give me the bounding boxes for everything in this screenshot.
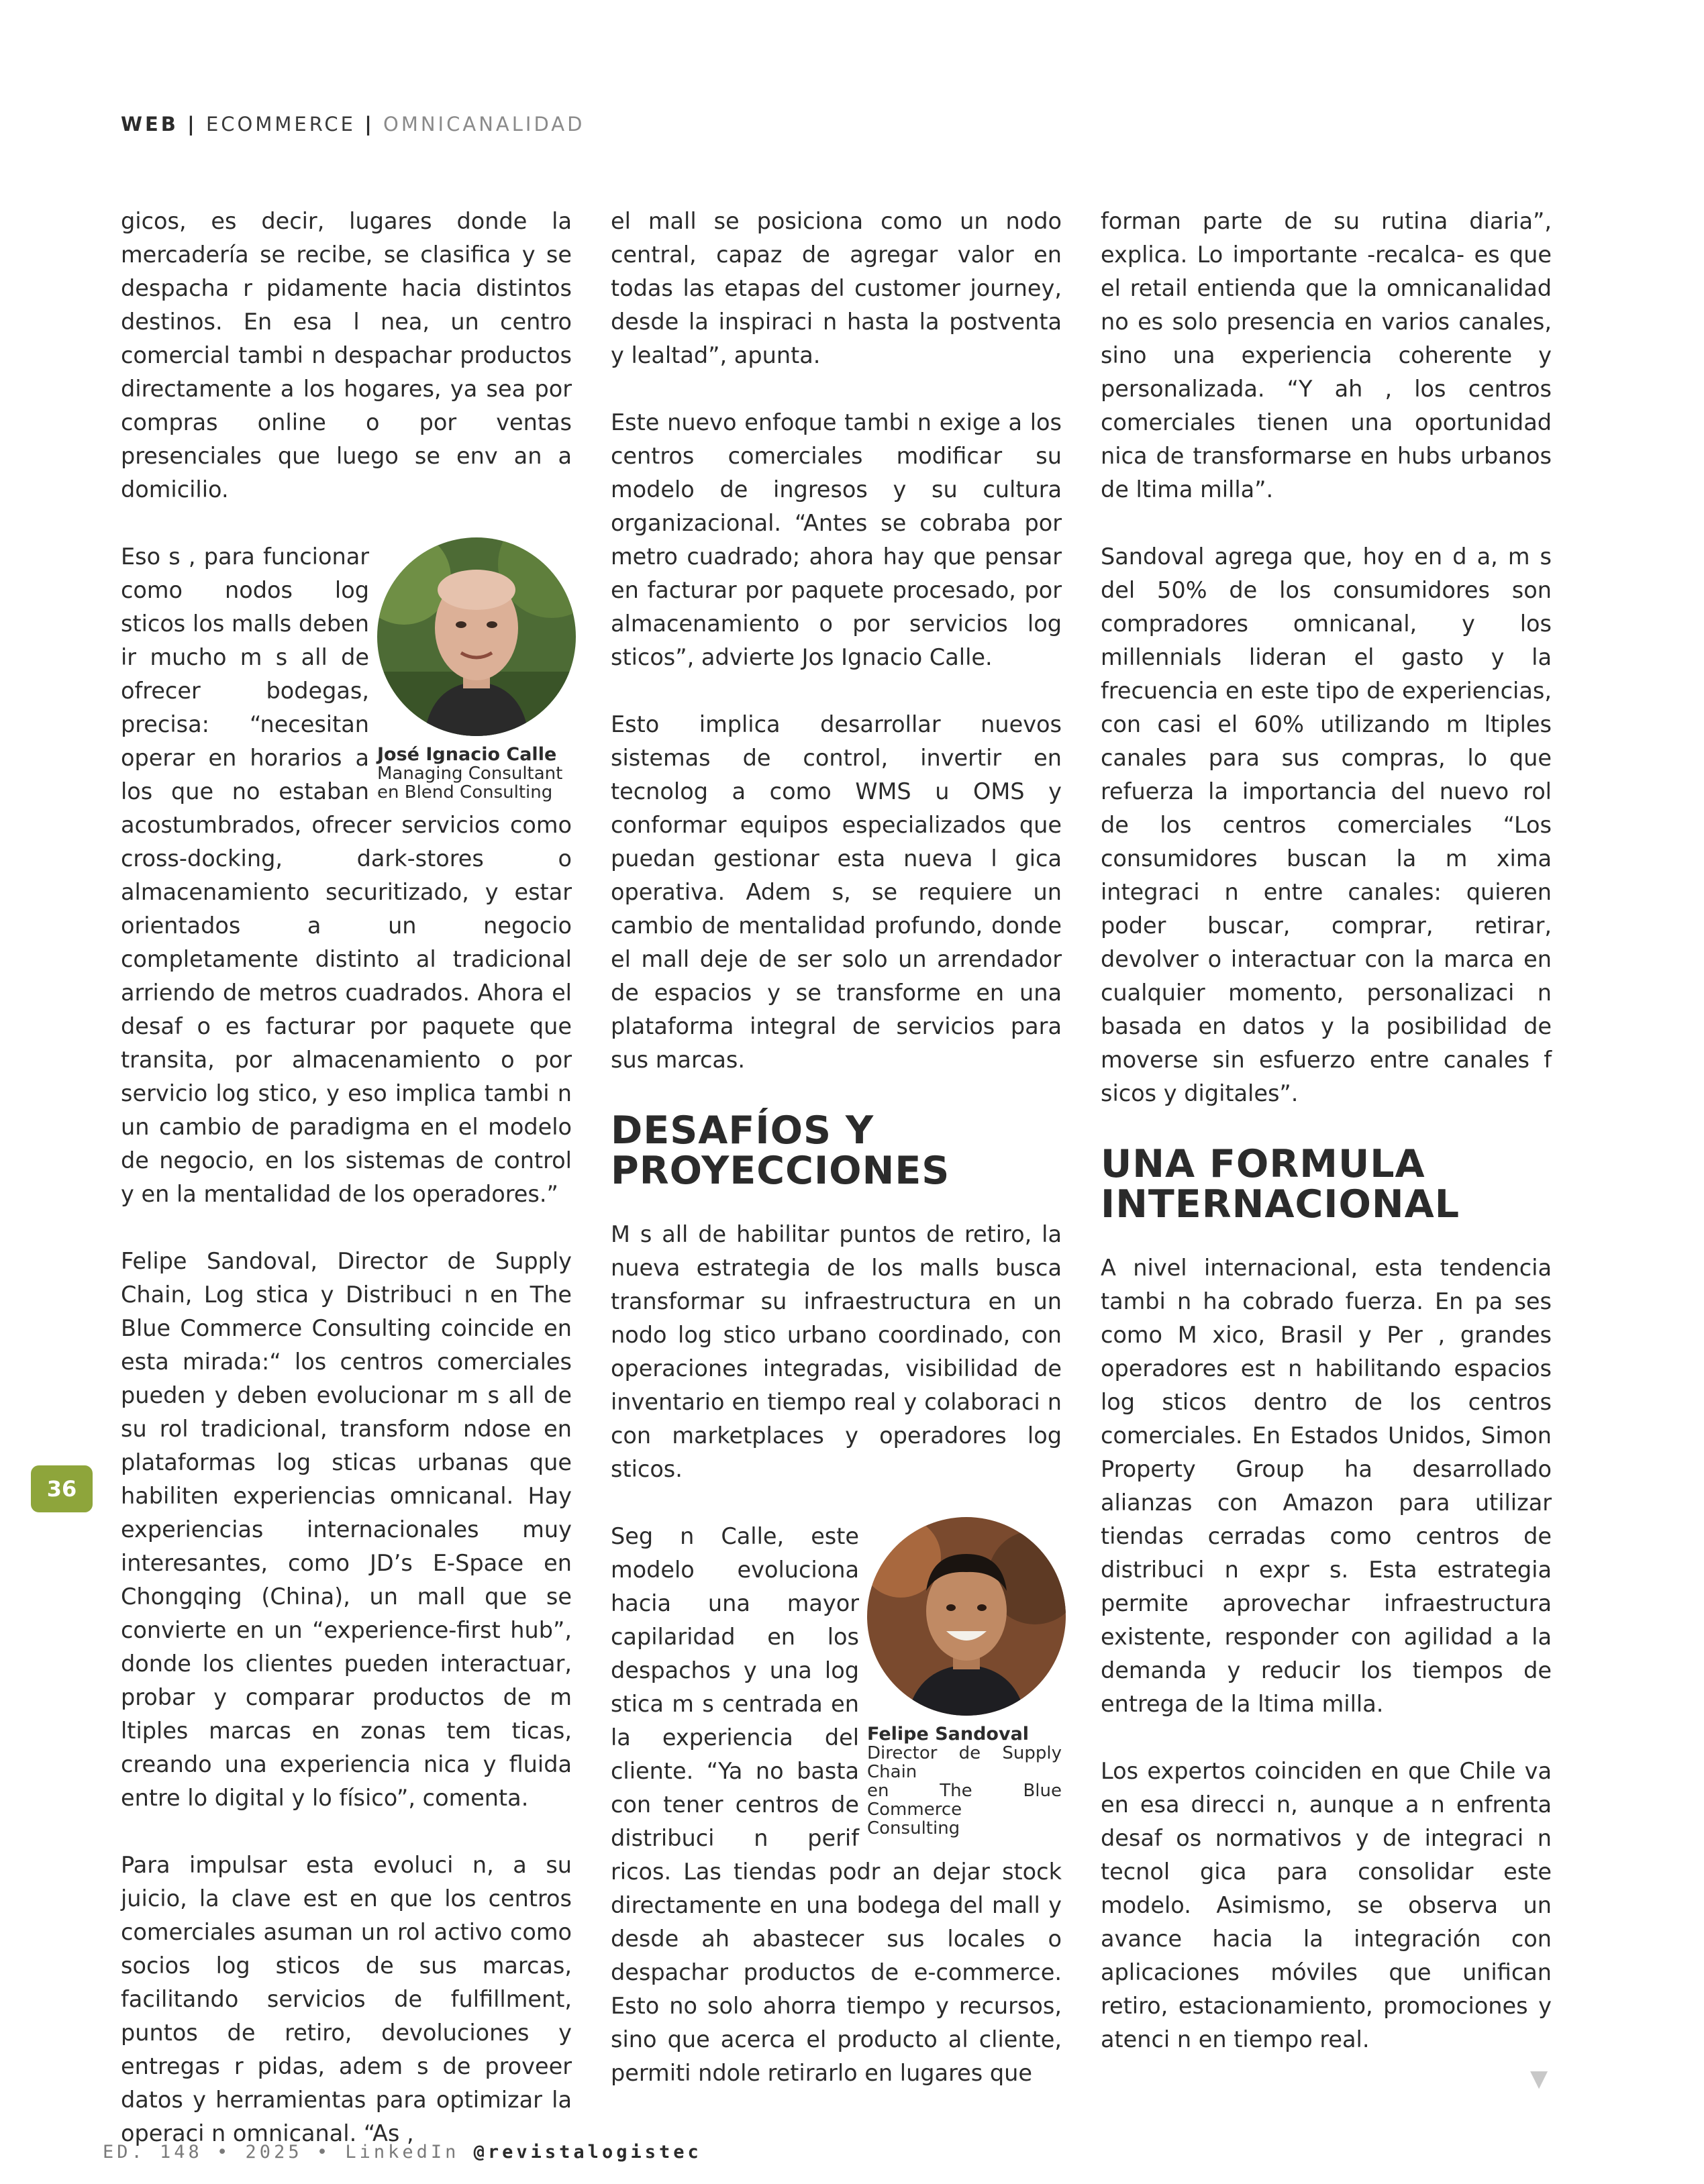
- paragraph: Felipe Sandoval, Director de Supply Chain, Log stica y Distribuci n en The Blue Commerce Consulting coincide en esta mirada:“ los centros comerciales pueden y deben evolucionar m s all de su rol tradicional, transform ndose en plataformas log sticas urbanas que habiliten experiencias omnicanal. Hay experiencias internacionales muy interesantes, como JD’s E-Space en Chongqing (China), un mall que se convierte en un “experience-first hub”, donde los clientes pueden interactuar, probar y comparar productos de m ltiples marcas en zonas tem ticas, creando una experiencia nica y fluida entre lo digital y lo físico”, comenta.: [121, 1248, 572, 1811]
- article-column-2: [611, 205, 1062, 2124]
- paragraph: gicos, es decir, lugares donde la mercadería se recibe, se clasifica y se despacha r pidamente hacia distintos destinos. En esa l nea, un centro comercial tambi n despachar productos directamente a los hogares, ya sea por compras online o por ventas presenciales que luego se env an a domicilio.: [121, 208, 572, 503]
- section-web: WEB: [121, 113, 179, 136]
- section-omnicanalidad: OMNICANALIDAD: [383, 113, 585, 136]
- paragraph: Los expertos coinciden en que Chile va en esa direcci n, aunque a n enfrenta desaf os normativos y de integraci n tecnol gica para consolidar este modelo. Asimismo, se observa un avance hacia la integración con aplicaciones móviles que unifican retiro, estacionamiento, promociones y atenci n en tiempo real.: [1101, 1758, 1552, 2052]
- paragraph: Para impulsar esta evoluci n, a su juicio, la clave est en que los centros comerciales asuman un rol activo como socios log sticos de sus marcas, facilitando servicios de fulfillment, puntos de retiro, devoluciones y entregas r pidas, adem s de proveer datos y herramientas para optimizar la operaci n omnicanal. “As ,: [121, 1852, 572, 2146]
- section-heading-formula: UNA FORMULA INTERNACIONAL: [1101, 1142, 1460, 1227]
- caption-role: Managing Consultant: [377, 764, 563, 784]
- article-column-1: [121, 205, 572, 2184]
- paragraph: forman parte de su rutina diaria”, explica. Lo importante -recalca- es que el retail entienda que la omnicanalidad no es solo presencia en varios canales, sino una experiencia coherente y personalizada. “Y ah , los centros comerciales tienen una oportunidad nica de transformarse en hubs urbanos de ltima milla”.: [1101, 208, 1552, 503]
- paragraph: M s all de habilitar puntos de retiro, la nueva estrategia de los malls busca transformar su infraestructura en un nodo log stico urbano coordinado, con operaciones integradas, visibilidad de inventario en tiempo real y colaboraci n con marketplaces y operadores log sticos.: [611, 1221, 1062, 1482]
- portrait-figure-sandoval: [867, 1517, 1062, 1838]
- paragraph: A nivel internacional, esta tendencia tambi n ha cobrado fuerza. En pa ses como M xico, Brasil y Per , grandes operadores est n habilitando espacios log sticos dentro de los centros comerciales. En Estados Unidos, Simon Property Group ha desarrollado alianzas con Amazon para utilizar tiendas cerradas como centros de distribuci n expr s. Esta estrategia permite aprovechar infraestructura existente, responder con agilidad a la demanda y reducir los tiempos de entrega de la ltima milla.: [1101, 1255, 1552, 1717]
- article-column-3: [1101, 205, 1552, 2090]
- section-separator: |: [187, 113, 197, 136]
- paragraph: Este nuevo enfoque tambi n exige a los centros comerciales modificar su modelo de ingresos y su cultura organizacional. “Antes se cobraba por metro cuadrado; ahora hay que pensar en facturar por paquete procesado, por almacenamiento o por servicios log sticos”, advierte Jos Ignacio Calle.: [611, 409, 1062, 670]
- paragraph: Esto implica desarrollar nuevos sistemas de control, invertir en tecnolog a como WMS u OMS y conformar equipos especializados que puedan gestionar esta nueva l gica operativa. Adem s, se requiere un cambio de mentalidad profundo, donde el mall deje de ser solo un arrendador de espacios y se transforme en una plataforma integral de servicios para sus marcas.: [611, 711, 1062, 1073]
- person-photo-icon: [377, 537, 576, 736]
- end-of-article-icon: ▼: [1530, 2065, 1548, 2092]
- caption-name: José Ignacio Calle: [377, 744, 557, 765]
- portrait-photo-calle: [377, 537, 576, 736]
- paragraph: el mall se posiciona como un nodo central, capaz de agregar valor en todas las etapas del customer journey, desde la inspiraci n hasta la postventa y lealtad”, apunta.: [611, 208, 1062, 368]
- section-heading-desafios: DESAFÍOS Y PROYECCIONES: [611, 1108, 950, 1193]
- portrait-caption-sandoval: [867, 1725, 1062, 1838]
- page-number-badge: 36: [31, 1465, 93, 1512]
- footer-edition: ED. 148 • 2025 • LinkedIn: [103, 2142, 474, 2163]
- person-photo-icon: [867, 1517, 1066, 1716]
- paragraph: Eso s , para funcionar como nodos log sticos los malls deben ir mucho m s all de ofrecer bodegas, precisa: “necesitan operar en horarios a los que no estaban acostumbrados, ofrecer servicios como cross-docking, dark-stores o almacenamiento securitizado, y estar orientados a un negocio completamente distinto al tradicional arriendo de metros cuadrados. Ahora el desaf o es facturar por paquete que transita, por almacenamiento o por servicio log stico, y eso implica tambi n un cambio de paradigma en el modelo de negocio, en los sistemas de control y en la mentalidad de los operadores.”: [121, 543, 572, 1207]
- section-header: [121, 113, 585, 136]
- portrait-photo-sandoval: [867, 1517, 1066, 1716]
- caption-company: en The Blue Commerce: [867, 1781, 1062, 1820]
- caption-company: Consulting: [867, 1818, 960, 1838]
- section-separator: |: [364, 113, 374, 136]
- footer-handle: @revistalogistec: [473, 2142, 702, 2163]
- paragraph: Sandoval agrega que, hoy en d a, m s del 50% de los consumidores son compradores omnicanal, y los millennials lideran el gasto y la frecuencia en este tipo de experiencias, con casi el 60% utilizando m ltiples canales para sus compras, lo que refuerza la importancia del nuevo rol de los centros comerciales “Los consumidores buscan la m xima integraci n entre canales: quieren poder buscar, comprar, retirar, devolver o interactuar con la marca en cualquier momento, personalizaci n basada en datos y la posibilidad de moverse sin esfuerzo entre canales f sicos y digitales”.: [1101, 543, 1552, 1106]
- caption-company: en Blend Consulting: [377, 782, 553, 802]
- caption-role: Director de Supply Chain: [867, 1743, 1062, 1782]
- caption-name: Felipe Sandoval: [867, 1724, 1030, 1745]
- paragraph: Seg n Calle, este modelo evoluciona hacia una mayor capilaridad en los despachos y una log stica m s centrada en la experiencia del cliente. “Ya no basta con tener centros de distribuci n perif ricos. Las tiendas podr an dejar stock directamente en una bodega del mall y desde ah abastecer sus locales o despachar productos de e-commerce. Esto no solo ahorra tiempo y recursos, sino que acerca el producto al cliente, permiti ndole retirarlo en lugares que: [611, 1523, 1062, 2086]
- footer: [103, 2142, 702, 2163]
- portrait-caption-calle: [377, 745, 572, 802]
- section-ecommerce: ECOMMERCE: [205, 113, 356, 136]
- portrait-figure-calle: [377, 537, 572, 802]
